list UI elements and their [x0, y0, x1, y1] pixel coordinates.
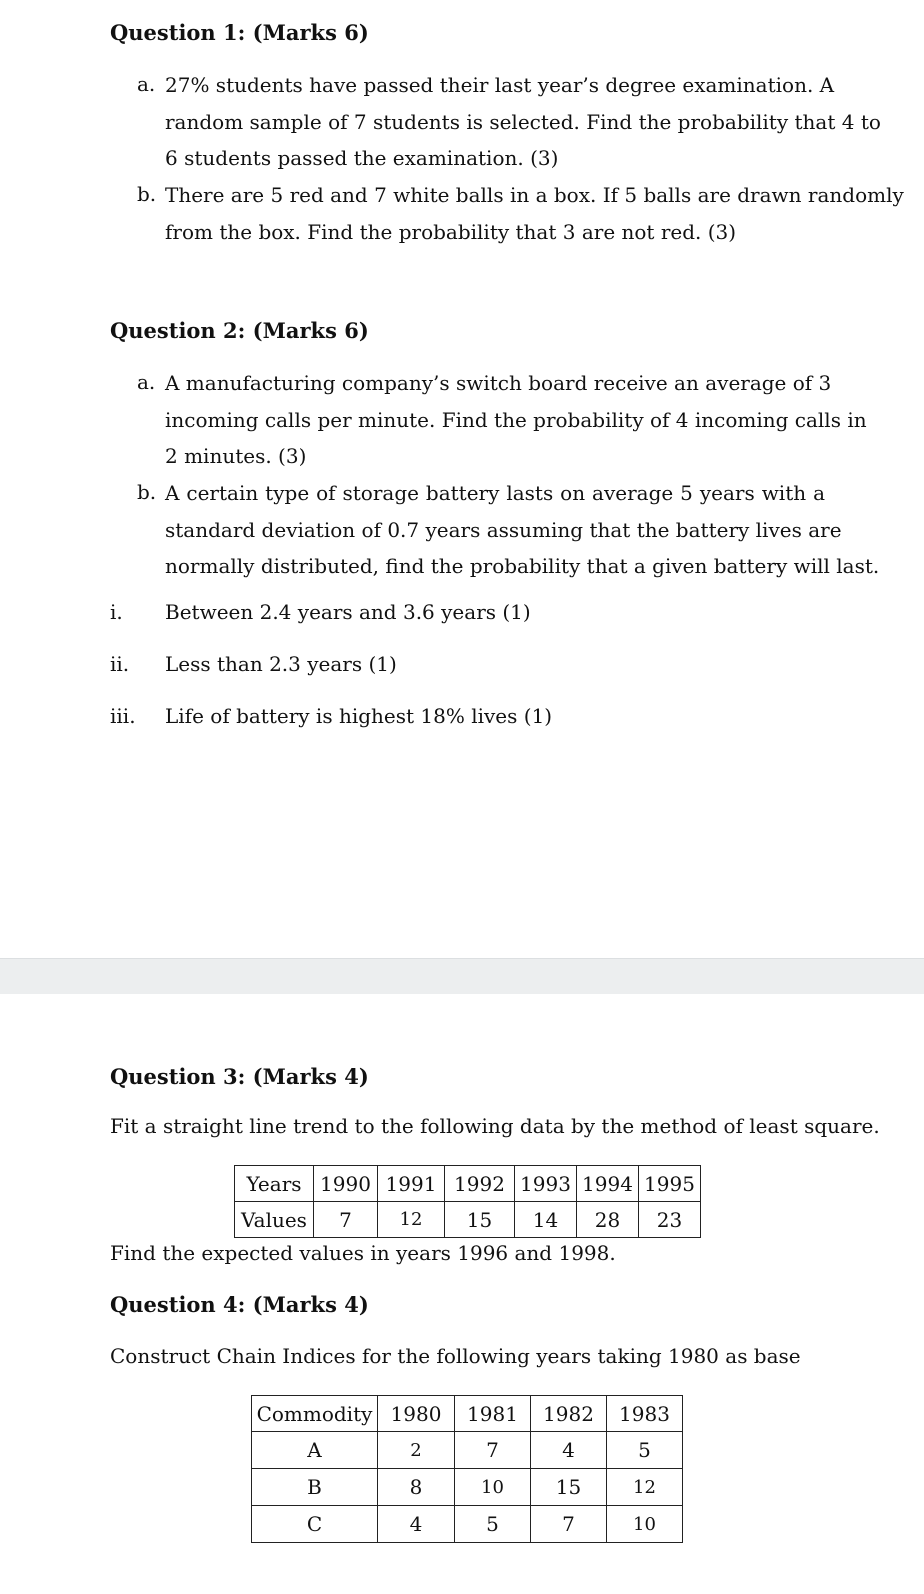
table-cell: 12	[607, 1469, 683, 1506]
q1-b-line-2: from the box. Find the probability that 3 are not red. (3)	[165, 219, 737, 244]
q2-subitem-ii-label: ii.	[110, 652, 130, 676]
years-label-cell: Years	[235, 1166, 314, 1202]
header-cell: Commodity	[252, 1396, 378, 1432]
year-cell: 1993	[515, 1166, 577, 1202]
q2-b-line-2: standard deviation of 0.7 years assuming that the battery lives are	[165, 517, 842, 542]
page-2	[0, 994, 924, 1594]
table-row	[235, 1202, 701, 1238]
q2-b-line-1: A certain type of storage battery lasts on average 5 years with a	[165, 481, 825, 505]
year-cell: 1994	[577, 1166, 639, 1202]
table-cell: 4	[531, 1432, 607, 1469]
q2-subitem-i-label: i.	[110, 600, 123, 624]
table-cell: 15	[531, 1469, 607, 1506]
table-cell: 10	[607, 1506, 683, 1543]
value-cell: 7	[314, 1202, 378, 1238]
q1-part-b-label: b.	[137, 182, 157, 206]
table-cell: 5	[607, 1432, 683, 1469]
table-cell: 10	[455, 1469, 531, 1506]
values-label-cell: Values	[235, 1202, 314, 1238]
value-cell: 23	[639, 1202, 701, 1238]
commodity-cell: A	[252, 1432, 378, 1469]
year-cell: 1995	[639, 1166, 701, 1202]
year-cell: 1992	[445, 1166, 515, 1202]
q3-followup: Find the expected values in years 1996 and 1998.	[110, 1241, 616, 1265]
table-cell: 2	[378, 1432, 455, 1469]
value-cell: 15	[445, 1202, 515, 1238]
q1-a-line-2: random sample of 7 students is selected. Find the probability that 4 to	[165, 109, 881, 134]
q2-part-a-text	[165, 365, 867, 475]
table-cell: 5	[455, 1506, 531, 1543]
table-row	[235, 1166, 701, 1202]
commodity-cell: C	[252, 1506, 378, 1543]
q2-subitem-i-text: Between 2.4 years and 3.6 years (1)	[165, 600, 531, 624]
q2-subitem-iii-text: Life of battery is highest 18% lives (1)	[165, 704, 553, 728]
q1-part-a-text	[165, 67, 881, 177]
question-3-heading: Question 3: (Marks 4)	[110, 1064, 369, 1089]
q2-a-line-2: incoming calls per minute. Find the probability of 4 incoming calls in	[165, 407, 867, 432]
q1-part-a-label: a.	[137, 72, 156, 96]
question-2-heading: Question 2: (Marks 6)	[110, 318, 369, 343]
q2-a-line-3: 2 minutes. (3)	[165, 444, 307, 468]
header-cell: 1983	[607, 1396, 683, 1432]
q4-chain-index-table	[251, 1395, 683, 1543]
table-cell: 8	[378, 1469, 455, 1506]
q2-b-line-3: normally distributed, find the probability that a given battery will last.	[165, 554, 880, 578]
question-4-heading: Question 4: (Marks 4)	[110, 1292, 369, 1317]
header-cell: 1981	[455, 1396, 531, 1432]
value-cell: 12	[378, 1202, 445, 1238]
table-cell: 7	[455, 1432, 531, 1469]
value-cell: 28	[577, 1202, 639, 1238]
q2-subitem-iii-label: iii.	[110, 704, 136, 728]
q4-intro: Construct Chain Indices for the following years taking 1980 as base	[110, 1344, 801, 1368]
table-row	[252, 1506, 683, 1543]
q2-part-b-label: b.	[137, 480, 157, 504]
table-row	[252, 1469, 683, 1506]
year-cell: 1990	[314, 1166, 378, 1202]
table-cell: 7	[531, 1506, 607, 1543]
question-1-heading: Question 1: (Marks 6)	[110, 20, 369, 45]
q2-part-b-text	[165, 475, 880, 585]
year-cell: 1991	[378, 1166, 445, 1202]
table-row	[252, 1432, 683, 1469]
q2-part-a-label: a.	[137, 370, 156, 394]
commodity-cell: B	[252, 1469, 378, 1506]
q2-a-line-1: A manufacturing company’s switch board receive an average of 3	[165, 371, 832, 395]
header-cell: 1980	[378, 1396, 455, 1432]
q1-a-line-1: 27% students have passed their last year’s degree examination. A	[165, 73, 835, 97]
q2-subitem-ii-text: Less than 2.3 years (1)	[165, 652, 397, 676]
q1-a-line-3: 6 students passed the examination. (3)	[165, 146, 559, 170]
q1-part-b-text	[165, 177, 904, 250]
value-cell: 14	[515, 1202, 577, 1238]
table-row	[252, 1396, 683, 1432]
table-cell: 4	[378, 1506, 455, 1543]
page-separator	[0, 958, 924, 995]
header-cell: 1982	[531, 1396, 607, 1432]
q3-intro: Fit a straight line trend to the following data by the method of least square.	[110, 1114, 880, 1138]
q3-trend-table	[234, 1165, 701, 1238]
q1-b-line-1: There are 5 red and 7 white balls in a box. If 5 balls are drawn randomly	[165, 183, 904, 207]
